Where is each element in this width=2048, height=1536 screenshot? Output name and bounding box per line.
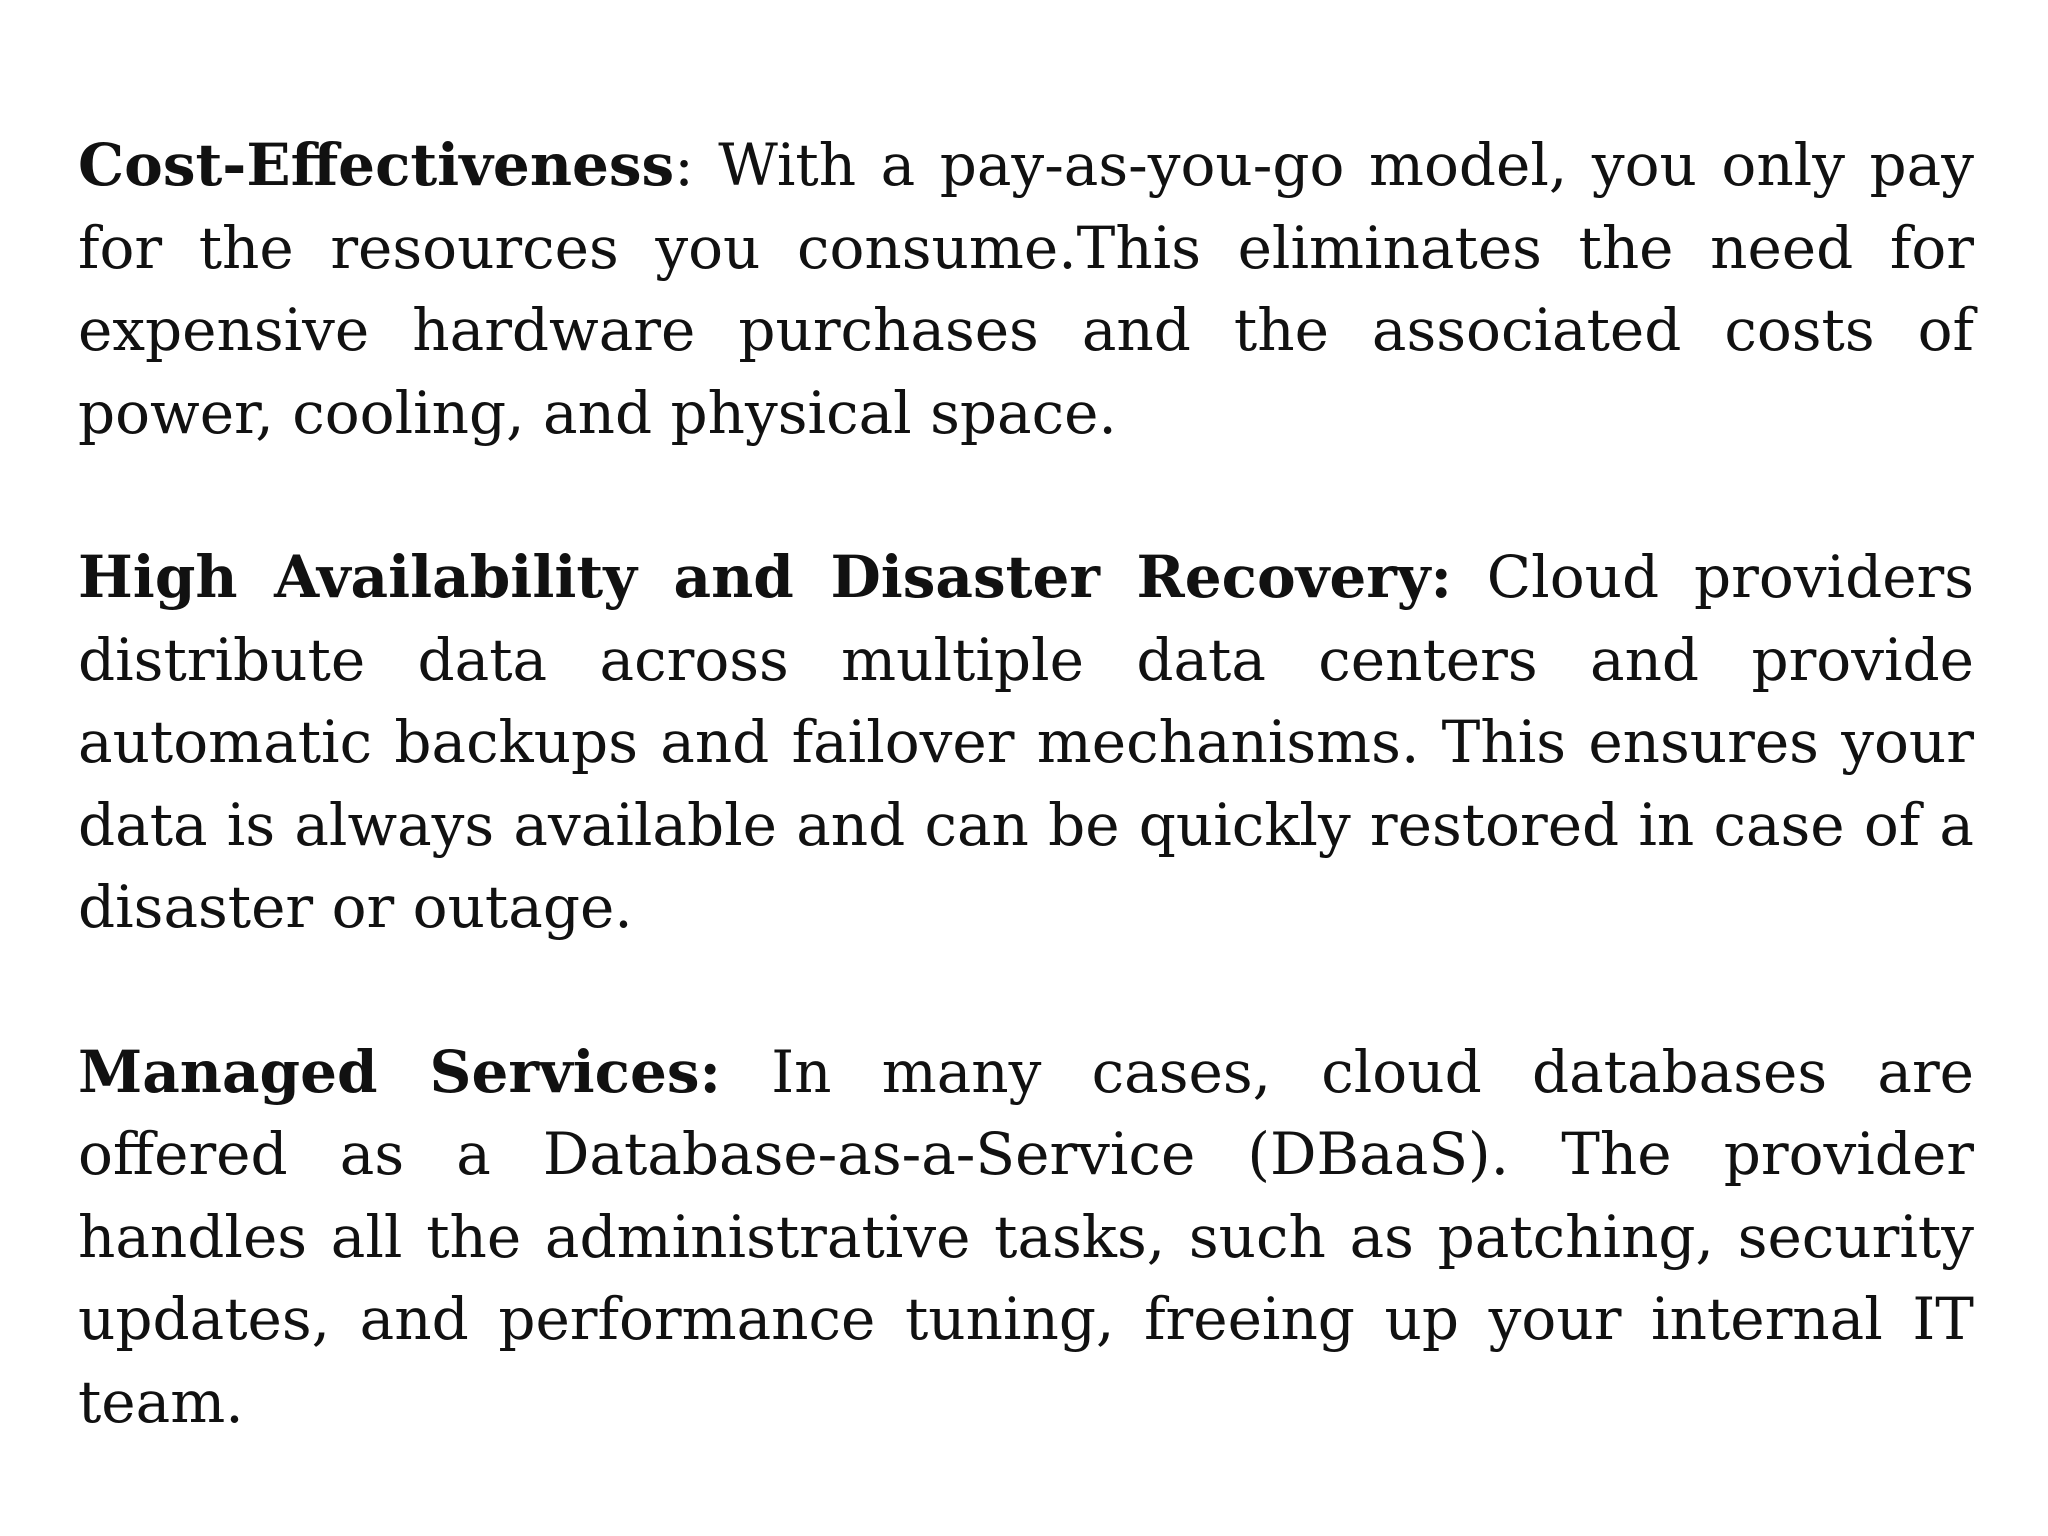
separator	[721, 1038, 771, 1106]
paragraph-body: Cloud providers distribute data across multiple data centers and provide automatic backups and failover mechanisms. This ensures your data is always available and can be quickly restored in case of a disaster or outage.	[78, 543, 1975, 941]
paragraph-body: In many cases, cloud databases are offered as a Database-as-a-Service (DBaaS). The provider handles all the administrative tasks, such as patching, security updates, and performance tuning, freeing up your internal IT team.	[78, 1037, 1975, 1436]
separator: :	[674, 131, 719, 199]
term-managed-services: Managed Services:	[78, 1037, 721, 1106]
paragraph-body: With a pay-as-you-go model, you only pay for the resources you consume.This eliminates the need for expensive hardware purchases and the associated costs of power, cooling, and physical space.	[78, 131, 1974, 447]
term-high-availability: High Availability and Disaster Recovery:	[78, 543, 1452, 611]
paragraph-managed-services	[78, 1031, 1974, 1444]
paragraph-cost-effectiveness	[78, 124, 1974, 454]
term-cost-effectiveness: Cost-Effectiveness	[78, 131, 675, 199]
paragraph-high-availability	[78, 536, 1974, 949]
document-page	[78, 124, 1974, 1525]
separator	[1452, 543, 1487, 611]
